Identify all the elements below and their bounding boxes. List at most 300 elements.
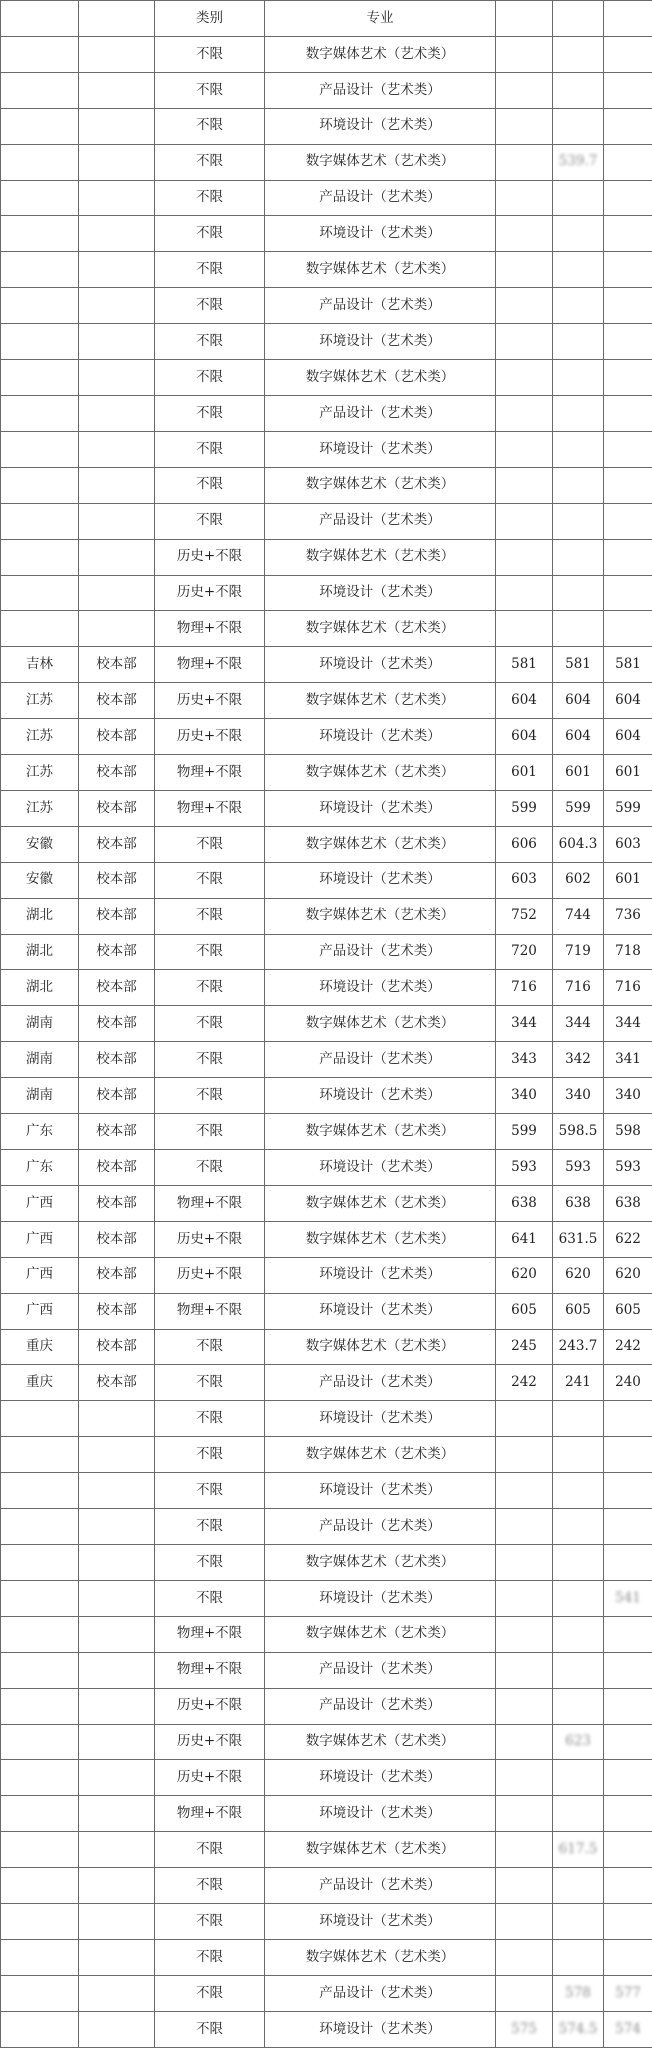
header-cell [1,1,79,37]
avg-score-cell [553,108,604,144]
max-score-cell [496,575,553,611]
table-row [1,1257,652,1293]
max-score-cell [496,1688,553,1724]
campus-cell: 校本部 [79,790,155,826]
campus-cell: 校本部 [79,1365,155,1401]
max-score-cell: 604 [496,683,553,719]
campus-cell [79,324,155,360]
province-cell [1,252,79,288]
province-cell [1,1724,79,1760]
province-cell [1,1437,79,1473]
table-row [1,1868,652,1904]
min-score-cell: 593 [604,1150,652,1186]
major-cell: 产品设计（艺术类） [265,1868,496,1904]
max-score-cell: 606 [496,826,553,862]
max-score-cell: 340 [496,1078,553,1114]
campus-cell [79,1509,155,1545]
category-cell: 历史+不限 [155,683,265,719]
avg-score-cell: 241 [553,1365,604,1401]
province-cell [1,575,79,611]
major-cell: 环境设计（艺术类） [265,970,496,1006]
min-score-cell: 577 [604,1975,652,2011]
category-cell: 物理+不限 [155,1616,265,1652]
campus-cell: 校本部 [79,1185,155,1221]
table-row [1,1150,652,1186]
major-cell: 环境设计（艺术类） [265,575,496,611]
category-cell: 不限 [155,1580,265,1616]
province-cell [1,1473,79,1509]
category-cell: 不限 [155,1042,265,1078]
table-row [1,144,652,180]
category-cell: 不限 [155,72,265,108]
min-score-cell [604,575,652,611]
avg-score-cell [553,575,604,611]
table-row [1,288,652,324]
min-score-cell: 718 [604,934,652,970]
min-score-cell [604,324,652,360]
province-cell [1,1760,79,1796]
avg-score-cell [553,1401,604,1437]
campus-cell [79,1724,155,1760]
campus-cell [79,1904,155,1940]
category-cell: 不限 [155,1365,265,1401]
header-cell: 专业 [265,1,496,37]
max-score-cell: 245 [496,1329,553,1365]
major-cell: 数字媒体艺术（艺术类） [265,36,496,72]
province-cell [1,1509,79,1545]
major-cell: 数字媒体艺术（艺术类） [265,1329,496,1365]
min-score-cell: 242 [604,1329,652,1365]
campus-cell [79,1796,155,1832]
max-score-cell [496,395,553,431]
avg-score-cell: 638 [553,1185,604,1221]
table-row [1,1580,652,1616]
province-cell: 广西 [1,1293,79,1329]
max-score-cell: 638 [496,1185,553,1221]
min-score-cell [604,108,652,144]
table-row [1,611,652,647]
min-score-cell [604,180,652,216]
province-cell [1,180,79,216]
major-cell: 环境设计（艺术类） [265,647,496,683]
campus-cell [79,36,155,72]
table-row [1,683,652,719]
max-score-cell [496,467,553,503]
table-row [1,755,652,791]
table-row [1,934,652,970]
category-cell: 不限 [155,503,265,539]
province-cell: 重庆 [1,1329,79,1365]
province-cell [1,1939,79,1975]
major-cell: 环境设计（艺术类） [265,1473,496,1509]
province-cell [1,431,79,467]
province-cell [1,1832,79,1868]
category-cell: 物理+不限 [155,790,265,826]
campus-cell [79,1401,155,1437]
table-row [1,1365,652,1401]
category-cell: 不限 [155,144,265,180]
province-cell [1,611,79,647]
table-row [1,467,652,503]
campus-cell [79,539,155,575]
min-score-cell: 601 [604,862,652,898]
category-cell: 不限 [155,1975,265,2011]
table-row [1,826,652,862]
category-cell: 物理+不限 [155,1293,265,1329]
province-cell: 江苏 [1,790,79,826]
campus-cell: 校本部 [79,1293,155,1329]
province-cell: 湖南 [1,1042,79,1078]
table-row [1,1509,652,1545]
min-score-cell [604,252,652,288]
table-row [1,1724,652,1760]
category-cell: 历史+不限 [155,1257,265,1293]
table-row [1,1042,652,1078]
max-score-cell [496,180,553,216]
avg-score-cell: 539.7 [553,144,604,180]
min-score-cell [604,1688,652,1724]
max-score-cell [496,36,553,72]
max-score-cell [496,1580,553,1616]
campus-cell [79,72,155,108]
max-score-cell: 344 [496,1006,553,1042]
campus-cell [79,611,155,647]
major-cell: 数字媒体艺术（艺术类） [265,1006,496,1042]
major-cell: 产品设计（艺术类） [265,1365,496,1401]
avg-score-cell: 605 [553,1293,604,1329]
province-cell [1,1401,79,1437]
major-cell: 数字媒体艺术（艺术类） [265,826,496,862]
avg-score-cell [553,1580,604,1616]
min-score-cell [604,503,652,539]
province-cell: 广东 [1,1150,79,1186]
table-row [1,1114,652,1150]
province-cell: 广西 [1,1257,79,1293]
major-cell: 数字媒体艺术（艺术类） [265,252,496,288]
campus-cell: 校本部 [79,826,155,862]
major-cell: 数字媒体艺术（艺术类） [265,1114,496,1150]
table-body [1,1,652,2048]
province-cell: 广西 [1,1185,79,1221]
table-row [1,1293,652,1329]
min-score-cell: 598 [604,1114,652,1150]
campus-cell: 校本部 [79,647,155,683]
table-row [1,1688,652,1724]
max-score-cell: 593 [496,1150,553,1186]
avg-score-cell [553,360,604,396]
category-cell: 不限 [155,1114,265,1150]
avg-score-cell: 617.5 [553,1832,604,1868]
province-cell: 广西 [1,1221,79,1257]
category-cell: 不限 [155,1150,265,1186]
province-cell: 吉林 [1,647,79,683]
campus-cell: 校本部 [79,1257,155,1293]
avg-score-cell: 604 [553,719,604,755]
province-cell: 江苏 [1,719,79,755]
province-cell [1,360,79,396]
category-cell: 历史+不限 [155,1760,265,1796]
min-score-cell: 603 [604,826,652,862]
min-score-cell [604,395,652,431]
table-row [1,1006,652,1042]
table-row [1,1078,652,1114]
campus-cell [79,144,155,180]
province-cell [1,36,79,72]
province-cell [1,1904,79,1940]
max-score-cell [496,1509,553,1545]
campus-cell: 校本部 [79,934,155,970]
avg-score-cell: 602 [553,862,604,898]
max-score-cell [496,1724,553,1760]
avg-score-cell [553,1868,604,1904]
header-cell [604,1,652,37]
category-cell: 物理+不限 [155,611,265,647]
table-row [1,503,652,539]
min-score-cell [604,144,652,180]
avg-score-cell: 578 [553,1975,604,2011]
table-row [1,719,652,755]
avg-score-cell [553,1509,604,1545]
min-score-cell [604,1544,652,1580]
category-cell: 不限 [155,1868,265,1904]
category-cell: 历史+不限 [155,1688,265,1724]
table-row [1,862,652,898]
campus-cell [79,1437,155,1473]
min-score-cell [604,1652,652,1688]
campus-cell [79,467,155,503]
campus-cell [79,1939,155,1975]
avg-score-cell: 243.7 [553,1329,604,1365]
max-score-cell: 601 [496,755,553,791]
major-cell: 环境设计（艺术类） [265,1401,496,1437]
major-cell: 环境设计（艺术类） [265,108,496,144]
campus-cell: 校本部 [79,1329,155,1365]
campus-cell [79,575,155,611]
major-cell: 环境设计（艺术类） [265,719,496,755]
province-cell [1,216,79,252]
campus-cell [79,1868,155,1904]
min-score-cell [604,360,652,396]
avg-score-cell [553,216,604,252]
campus-cell: 校本部 [79,1150,155,1186]
major-cell: 产品设计（艺术类） [265,503,496,539]
province-cell: 安徽 [1,826,79,862]
min-score-cell [604,1832,652,1868]
table-row [1,898,652,934]
major-cell: 环境设计（艺术类） [265,1078,496,1114]
major-cell: 产品设计（艺术类） [265,72,496,108]
max-score-cell: 752 [496,898,553,934]
min-score-cell: 622 [604,1221,652,1257]
category-cell: 不限 [155,1329,265,1365]
min-score-cell: 340 [604,1078,652,1114]
campus-cell: 校本部 [79,683,155,719]
table-row [1,1616,652,1652]
min-score-cell [604,1724,652,1760]
max-score-cell [496,144,553,180]
campus-cell [79,2011,155,2047]
major-cell: 数字媒体艺术（艺术类） [265,1221,496,1257]
max-score-cell [496,1975,553,2011]
table-row [1,1796,652,1832]
province-cell: 重庆 [1,1365,79,1401]
avg-score-cell [553,1688,604,1724]
min-score-cell: 716 [604,970,652,1006]
avg-score-cell: 574.5 [553,2011,604,2047]
min-score-cell [604,539,652,575]
table-row [1,36,652,72]
category-cell: 历史+不限 [155,539,265,575]
min-score-cell [604,1939,652,1975]
province-cell: 湖北 [1,898,79,934]
table-row [1,647,652,683]
campus-cell: 校本部 [79,1221,155,1257]
campus-cell [79,1975,155,2011]
province-cell [1,467,79,503]
major-cell: 数字媒体艺术（艺术类） [265,1616,496,1652]
campus-cell [79,1688,155,1724]
category-cell: 物理+不限 [155,1796,265,1832]
category-cell: 不限 [155,898,265,934]
max-score-cell [496,431,553,467]
major-cell: 数字媒体艺术（艺术类） [265,1185,496,1221]
category-cell: 不限 [155,826,265,862]
province-cell: 湖南 [1,1006,79,1042]
major-cell: 环境设计（艺术类） [265,862,496,898]
avg-score-cell [553,1616,604,1652]
category-cell: 历史+不限 [155,719,265,755]
major-cell: 产品设计（艺术类） [265,1509,496,1545]
campus-cell [79,1544,155,1580]
province-cell [1,72,79,108]
category-cell: 不限 [155,1078,265,1114]
campus-cell [79,1832,155,1868]
table-row [1,1939,652,1975]
min-score-cell: 601 [604,755,652,791]
avg-score-cell [553,467,604,503]
avg-score-cell [553,539,604,575]
avg-score-cell: 716 [553,970,604,1006]
min-score-cell [604,1868,652,1904]
max-score-cell [496,288,553,324]
max-score-cell [496,1868,553,1904]
category-cell: 不限 [155,431,265,467]
avg-score-cell [553,1437,604,1473]
max-score-cell [496,1544,553,1580]
header-cell [496,1,553,37]
max-score-cell [496,1939,553,1975]
min-score-cell: 574 [604,2011,652,2047]
campus-cell [79,288,155,324]
table-row [1,395,652,431]
max-score-cell: 716 [496,970,553,1006]
category-cell: 不限 [155,288,265,324]
table-row [1,575,652,611]
table-row [1,539,652,575]
category-cell: 不限 [155,1832,265,1868]
province-cell [1,1868,79,1904]
category-cell: 不限 [155,467,265,503]
max-score-cell [496,503,553,539]
category-cell: 不限 [155,1473,265,1509]
category-cell: 不限 [155,1437,265,1473]
min-score-cell [604,216,652,252]
table-row [1,360,652,396]
table-row [1,1832,652,1868]
avg-score-cell [553,180,604,216]
campus-cell: 校本部 [79,898,155,934]
category-cell: 不限 [155,360,265,396]
major-cell: 产品设计（艺术类） [265,934,496,970]
avg-score-cell [553,1652,604,1688]
max-score-cell: 720 [496,934,553,970]
category-cell: 不限 [155,180,265,216]
major-cell: 环境设计（艺术类） [265,1257,496,1293]
campus-cell [79,1580,155,1616]
avg-score-cell: 604 [553,683,604,719]
min-score-cell: 620 [604,1257,652,1293]
province-cell [1,1796,79,1832]
category-cell: 不限 [155,862,265,898]
avg-score-cell [553,324,604,360]
category-cell: 不限 [155,1006,265,1042]
campus-cell [79,180,155,216]
province-cell [1,1544,79,1580]
major-cell: 产品设计（艺术类） [265,1975,496,2011]
major-cell: 环境设计（艺术类） [265,1293,496,1329]
category-cell: 不限 [155,934,265,970]
province-cell [1,1652,79,1688]
avg-score-cell [553,1796,604,1832]
min-score-cell [604,467,652,503]
table-row [1,970,652,1006]
category-cell: 不限 [155,970,265,1006]
avg-score-cell: 599 [553,790,604,826]
province-cell [1,288,79,324]
province-cell [1,324,79,360]
min-score-cell [604,611,652,647]
max-score-cell: 603 [496,862,553,898]
table-header-row [1,1,652,37]
table-row [1,1904,652,1940]
major-cell: 数字媒体艺术（艺术类） [265,898,496,934]
category-cell: 物理+不限 [155,1185,265,1221]
min-score-cell: 605 [604,1293,652,1329]
category-cell: 不限 [155,36,265,72]
avg-score-cell [553,288,604,324]
campus-cell [79,1616,155,1652]
avg-score-cell: 744 [553,898,604,934]
avg-score-cell [553,252,604,288]
major-cell: 环境设计（艺术类） [265,431,496,467]
province-cell: 江苏 [1,683,79,719]
avg-score-cell: 719 [553,934,604,970]
category-cell: 物理+不限 [155,647,265,683]
major-cell: 数字媒体艺术（艺术类） [265,683,496,719]
table-row [1,1473,652,1509]
major-cell: 数字媒体艺术（艺术类） [265,755,496,791]
major-cell: 数字媒体艺术（艺术类） [265,467,496,503]
campus-cell: 校本部 [79,1006,155,1042]
table-row [1,2011,652,2047]
category-cell: 不限 [155,216,265,252]
province-cell: 广东 [1,1114,79,1150]
max-score-cell: 575 [496,2011,553,2047]
max-score-cell [496,360,553,396]
max-score-cell [496,216,553,252]
major-cell: 产品设计（艺术类） [265,288,496,324]
min-score-cell [604,1437,652,1473]
